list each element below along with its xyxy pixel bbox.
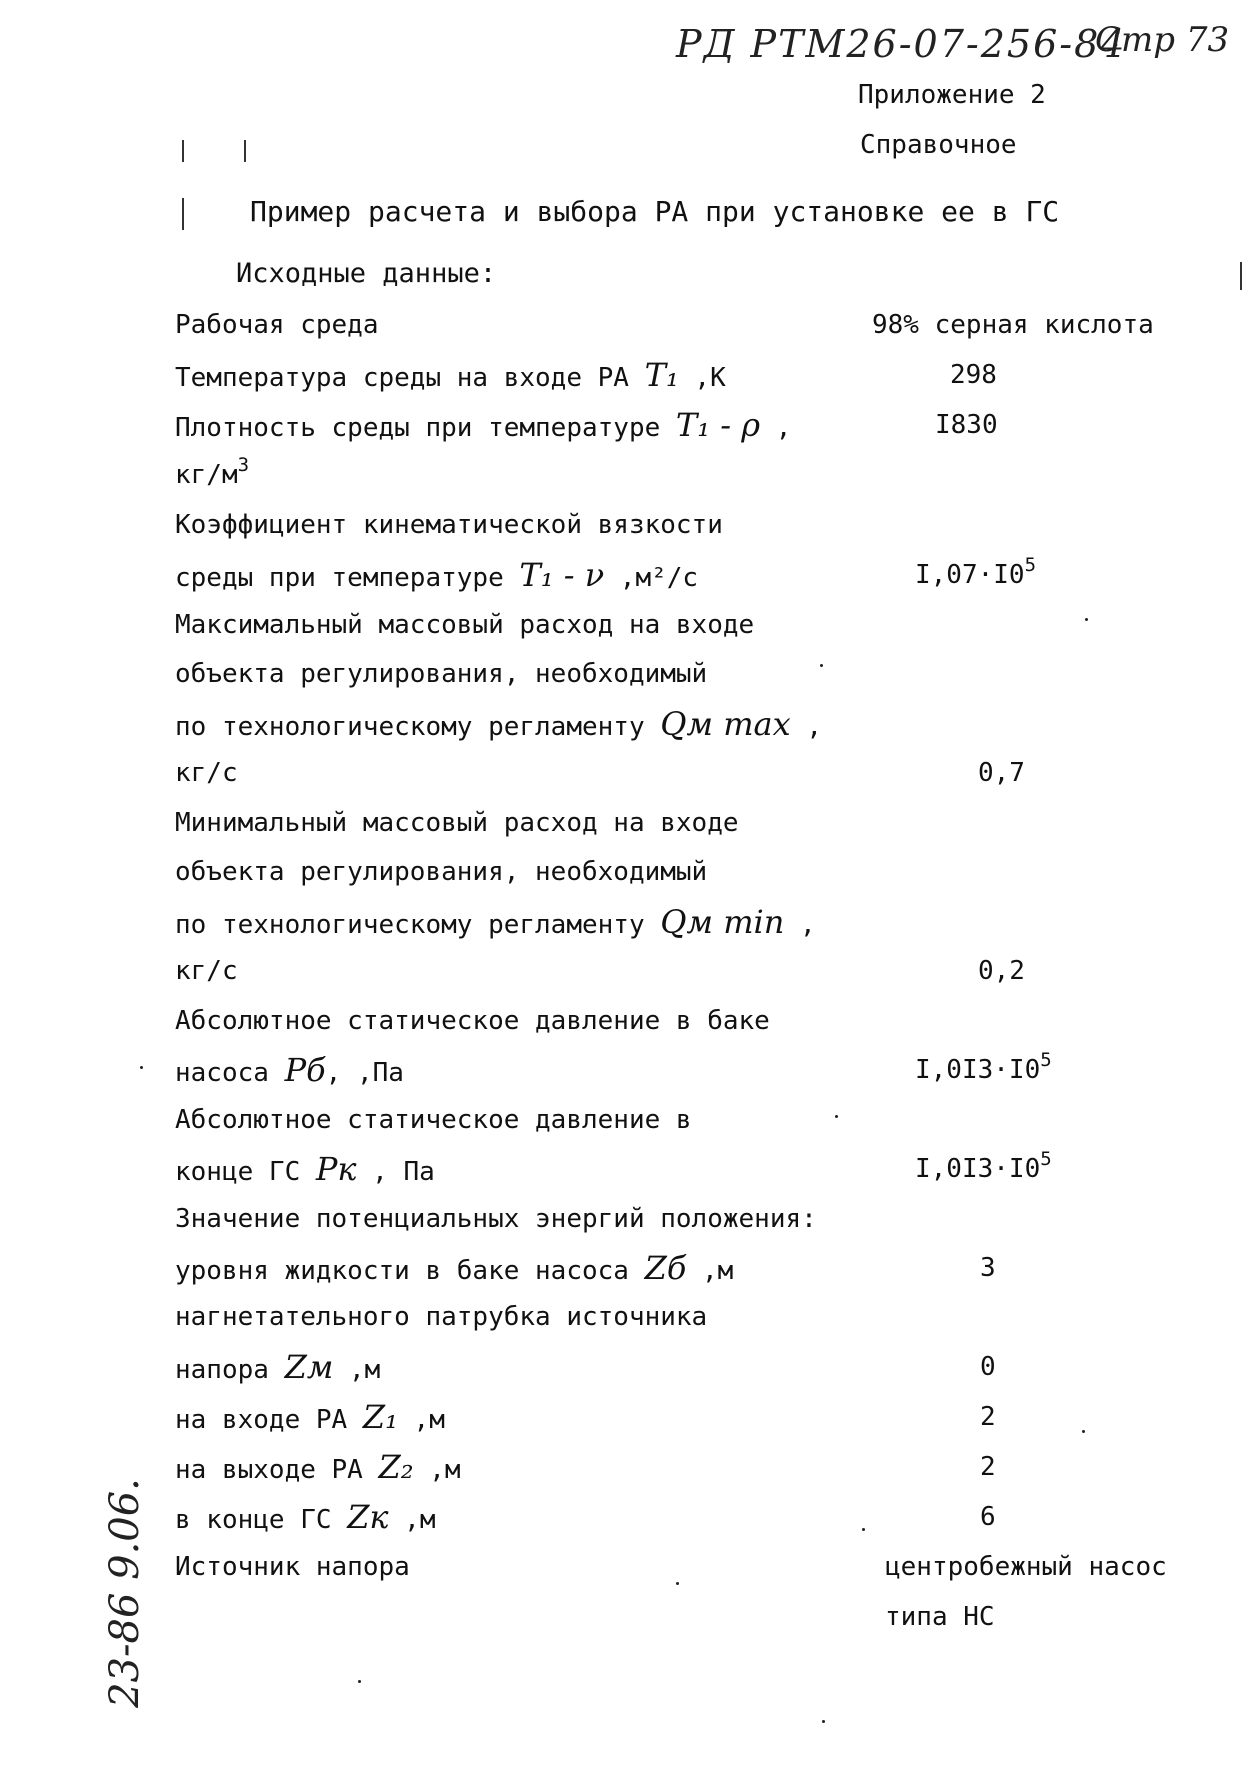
param-label: среды при температуре T₁ - ν ,м²/с: [175, 556, 699, 594]
param-label: Абсолютное статическое давление в: [175, 1105, 692, 1135]
scan-speck: [822, 1720, 825, 1723]
margin-mark: [182, 198, 184, 230]
param-label: нагнетательного патрубка источника: [175, 1302, 708, 1332]
appendix-type: Справочное: [860, 130, 1017, 160]
symbol: T₁ - ρ: [675, 406, 761, 444]
param-label: уровня жидкости в баке насоса Zб ,м: [175, 1249, 734, 1287]
param-value: центробежный насос: [885, 1552, 1167, 1582]
symbol: Zм: [284, 1348, 334, 1386]
param-value: 298: [950, 360, 997, 390]
param-row-outlet-height: [0, 1447, 1251, 1487]
symbol: Pб: [284, 1051, 326, 1089]
param-row-inlet-temperature: [0, 355, 1251, 395]
param-label: объекта регулирования, необходимый: [175, 659, 708, 689]
param-row-min-flow-1: [0, 803, 1251, 843]
param-row-max-flow-unit: [0, 753, 1251, 793]
handwritten-signature: 23-86 9.06.: [102, 1478, 148, 1708]
symbol: Zб: [644, 1249, 687, 1287]
param-label: на выходе РА Z₂ ,м: [175, 1448, 461, 1486]
param-value: 0: [980, 1352, 996, 1382]
param-row-discharge-1: [0, 1297, 1251, 1337]
param-row-end-pressure-1: [0, 1100, 1251, 1140]
param-value: 98% серная кислота: [872, 310, 1154, 340]
param-row-potential-energy-title: [0, 1199, 1251, 1239]
param-row-density: [0, 405, 1251, 445]
param-row-end-pressure-2: [0, 1149, 1251, 1189]
scan-speck: [862, 1528, 865, 1531]
param-row-viscosity: [0, 555, 1251, 595]
appendix-title: Приложение 2: [858, 80, 1046, 110]
param-label: кг/с: [175, 758, 238, 788]
param-label: кг/с: [175, 956, 238, 986]
param-row-min-flow-unit: [0, 951, 1251, 991]
param-value: 0,2: [978, 956, 1025, 986]
param-value: $I,07\cdot I0^5$: [915, 554, 1037, 590]
param-label: конце ГС Pк , Па: [175, 1150, 435, 1188]
param-value: 6: [980, 1502, 996, 1532]
param-row-end-height: [0, 1497, 1251, 1537]
param-label: Абсолютное статическое давление в баке: [175, 1006, 770, 1036]
param-label: Температура среды на входе РА T₁ ,К: [175, 356, 726, 394]
param-row-viscosity-title: [0, 505, 1251, 545]
param-label: Источник напора: [175, 1552, 410, 1582]
param-value: $I,0I3\cdot I0^5$: [915, 1148, 1052, 1184]
param-label: объекта регулирования, необходимый: [175, 857, 708, 887]
param-value: 0,7: [978, 758, 1025, 788]
symbol: Qм max: [660, 705, 791, 743]
param-value: 2: [980, 1402, 996, 1432]
scan-speck: [358, 1680, 361, 1683]
param-row-max-flow-2: [0, 654, 1251, 694]
symbol: T₁: [644, 356, 679, 394]
scan-speck: [820, 664, 823, 667]
symbol: T₁ - ν: [519, 556, 605, 594]
param-label: Максимальный массовый расход на входе: [175, 610, 755, 640]
scan-speck: [835, 1115, 838, 1118]
param-row-max-flow-3: [0, 704, 1251, 744]
param-row-min-flow-2: [0, 852, 1251, 892]
param-label: по технологическому регламенту Qм min ,: [175, 903, 816, 941]
param-label: напора Zм ,м: [175, 1348, 381, 1386]
symbol: Z₁: [362, 1398, 398, 1436]
param-row-working-medium: [0, 305, 1251, 345]
margin-mark: [1240, 262, 1242, 290]
symbol: Pк: [315, 1150, 357, 1188]
param-row-max-flow-1: [0, 605, 1251, 645]
param-row-tank-pressure-1: [0, 1001, 1251, 1041]
param-label: $кг/м^3$: [175, 454, 250, 490]
param-label: Рабочая среда: [175, 310, 379, 340]
param-label: Минимальный массовый расход на входе: [175, 808, 739, 838]
param-row-tank-pressure-2: [0, 1050, 1251, 1090]
param-value: типа НС: [885, 1602, 995, 1632]
param-row-discharge-2: [0, 1347, 1251, 1387]
param-row-pump-type: [0, 1597, 1251, 1637]
param-row-inlet-height: [0, 1397, 1251, 1437]
param-value: $I,0I3\cdot I0^5$: [915, 1049, 1052, 1085]
param-row-density-unit: [0, 455, 1251, 495]
scan-speck: [676, 1582, 679, 1585]
symbol: Qм min: [660, 903, 785, 941]
section-heading: Пример расчета и выбора РА при установке ее в ГС: [250, 195, 1060, 228]
param-row-min-flow-3: [0, 902, 1251, 942]
scan-speck: [1082, 1430, 1085, 1433]
margin-mark: [244, 140, 246, 162]
page-number: Стр 73: [1095, 20, 1230, 60]
param-label: Коэффициент кинематической вязкости: [175, 510, 723, 540]
section-subheading: Исходные данные:: [236, 258, 497, 289]
param-label: насоса Pб, ,Па: [175, 1051, 404, 1089]
param-value: 3: [980, 1253, 996, 1283]
scan-speck: [1085, 618, 1088, 621]
document-code: РД РТМ26-07-256-84: [676, 22, 1127, 66]
scan-speck: [140, 1066, 143, 1069]
symbol: Z₂: [378, 1448, 414, 1486]
param-label: Значение потенциальных энергий положения:: [175, 1204, 817, 1234]
param-label: на входе РА Z₁ ,м: [175, 1398, 445, 1436]
symbol: Zк: [347, 1498, 389, 1536]
margin-mark: [182, 140, 184, 162]
param-value: 2: [980, 1452, 996, 1482]
param-row-tank-level: [0, 1248, 1251, 1288]
param-value: I830: [935, 410, 998, 440]
param-label: по технологическому регламенту Qм max ,: [175, 705, 822, 743]
param-label: в конце ГС Zк ,м: [175, 1498, 436, 1536]
param-label: Плотность среды при температуре T₁ - ρ ,: [175, 406, 792, 444]
param-row-pressure-source: [0, 1547, 1251, 1587]
